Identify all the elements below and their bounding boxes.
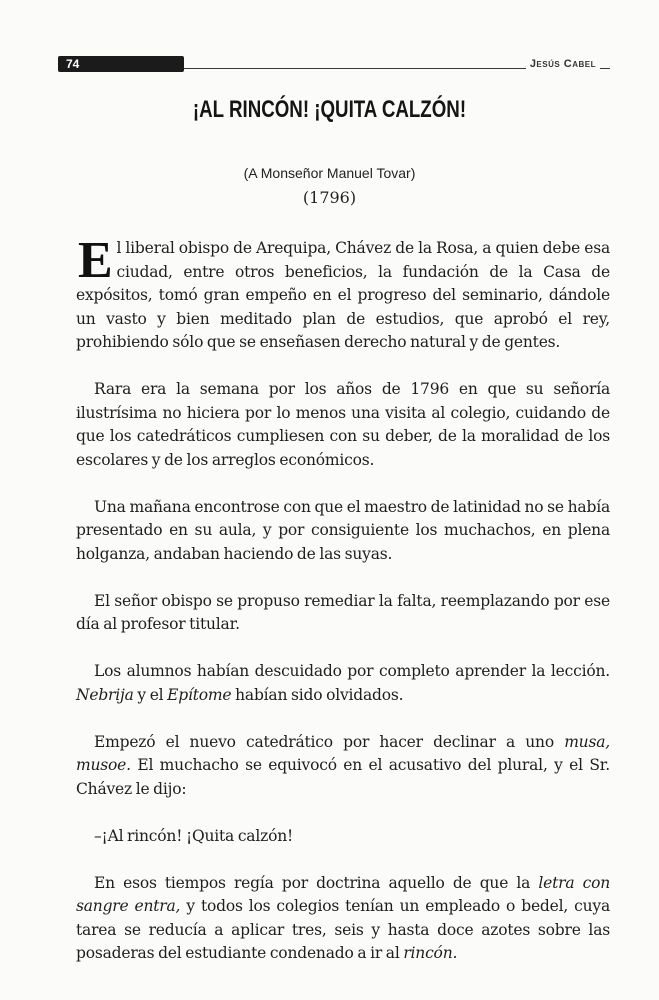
italic-title: Epítome: [167, 685, 232, 704]
paragraph: [76, 232, 610, 355]
italic-title: Nebrija: [76, 685, 134, 704]
page-number: 74: [66, 57, 80, 71]
paragraph: –¡Al rincón! ¡Quita calzón!: [94, 826, 294, 845]
chapter-title: ¡AL RINCÓN! ¡QUITA CALZÓN!: [192, 96, 467, 123]
paragraph: [76, 731, 610, 802]
paragraph-text: Empezó el nuevo catedrático por hacer declinar a uno: [94, 732, 554, 751]
italic-phrase: letra con sangre entra,: [76, 873, 610, 915]
body-text: [76, 232, 610, 989]
italic-phrase: musa, musoe.: [76, 732, 610, 774]
paragraph-text: l liberal obispo de Arequipa, Chávez de la Rosa, a quien debe esa ciudad, entre otros beneficios, la fundación de la Casa de expósitos, tomó gran empeño en el progreso del seminario, dándole un vasto y bien meditado plan de estudios, que aprobó el rey, prohibiendo sólo que se enseñasen derecho natural y de gentes.: [76, 239, 610, 351]
year-subtitle: (1796): [302, 188, 357, 207]
dedication: (A Monseñor Manuel Tovar): [243, 165, 416, 181]
paragraph: [76, 872, 610, 966]
paragraph-text: El muchacho se equivocó en el acusativo del plural, y el Sr. Chávez le dijo:: [76, 756, 610, 798]
italic-phrase: rincón.: [403, 944, 458, 962]
paragraph-text: En esos tiempos regía por doctrina aquello de que la: [94, 873, 531, 892]
drop-cap: E: [78, 232, 113, 289]
paragraph: El señor obispo se propuso remediar la falta, reemplazando por ese día al profesor titular.: [76, 591, 610, 633]
paragraph-text: y todos los colegios tenían un empleado o bedel, cuya tarea se reducía a aplicar tres, seis y hasta doce azotes sobre las posaderas del estudiante condenado a ir al: [76, 897, 610, 962]
running-header: [58, 56, 610, 72]
paragraph-text: y el: [137, 685, 164, 704]
paragraph-text: Los alumnos habían descuidado por completo aprender la lección.: [94, 662, 610, 680]
running-head-author: Jesús Cabel: [526, 56, 600, 72]
paragraph-text: habían sido olvidados.: [235, 685, 404, 704]
paragraph: Una mañana encontrose con que el maestro de latinidad no se había presentado en su aula, y por consiguiente los muchachos, en plena holganza, andaban haciendo de las suyas.: [76, 497, 610, 563]
paragraph: Rara era la semana por los años de 1796 en que su señoría ilustrísima no hiciera por lo menos una visita al colegio, cuidando de que los catedráticos cumpliesen con su deber, de la moralidad de los escolares y de los arreglos económicos.: [76, 380, 610, 469]
paragraph: [76, 660, 610, 707]
